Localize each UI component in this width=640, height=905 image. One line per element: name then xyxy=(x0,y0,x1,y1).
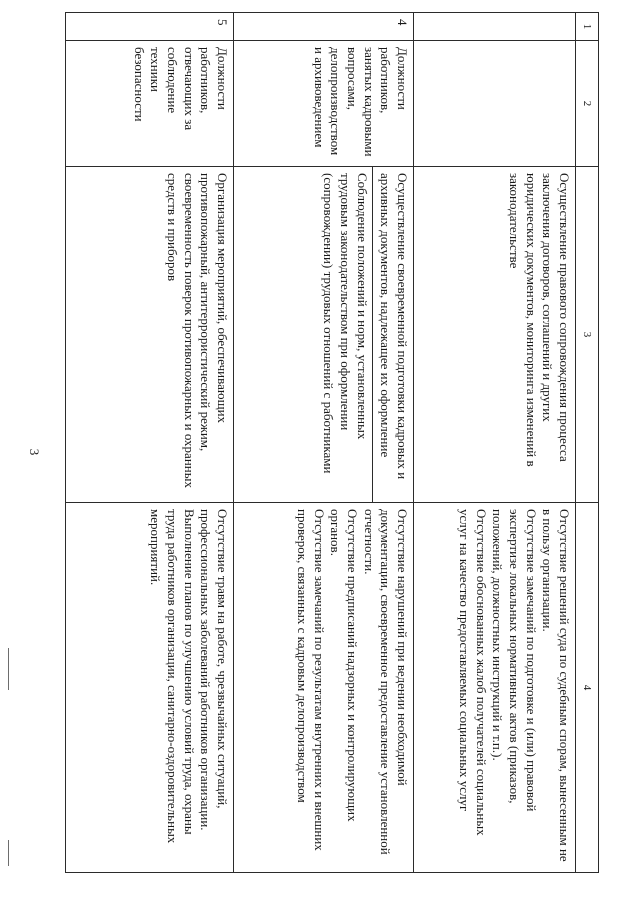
criteria-table xyxy=(65,12,599,873)
function-text: Осуществление правового сопровождения процесса заключения договоров, соглашений и других юридических документов, мониторинга изменений в законодательстве xyxy=(507,173,572,467)
criteria-cell xyxy=(65,503,233,873)
position-cell: Должности работников, занятых кадровыми вопросами, делопроизводством и архивоведением xyxy=(233,41,413,167)
criteria-text: Отсутствие нарушений при ведении необходимой документации, своевременное предоставление установленной отчетности. Отсутствие предписаний надзорных и контролирующих органов. Отсутствие замечаний по результатам внутренних и внешних проверок, связанных с кадровым делопроизводством xyxy=(295,509,410,855)
column-header-4: 4 xyxy=(575,503,598,873)
position-cell xyxy=(413,41,575,167)
position-cell: Должности работников, отвечающих за соблюдение техники безопасности xyxy=(65,41,233,167)
scan-edge-mark xyxy=(8,648,9,690)
row-number: 5 xyxy=(65,13,233,41)
row-number: 4 xyxy=(233,13,413,41)
criteria-cell xyxy=(413,503,575,873)
criteria-text: Отсутствие травм на работе, чрезвычайных ситуаций, профессиональных заболеваний работников организации. Выполнение планов по улучшению условий труда, охраны труда работников организации, санитарно-оздоровительных мероприятий. xyxy=(148,509,230,844)
functions-cell xyxy=(65,167,233,503)
functions-cell xyxy=(233,167,413,503)
column-header-2: 2 xyxy=(575,41,598,167)
row-number xyxy=(413,13,575,41)
function-text: Осуществление своевременной подготовки кадровых и архивных документов, надлежащее их оформление xyxy=(378,173,410,480)
table-row xyxy=(413,13,575,873)
criteria-cell xyxy=(233,503,413,873)
function-text: Соблюдение положений и норм, установленных трудовым законодательством при оформлении (сопровождении) трудовых отношений с работниками xyxy=(321,173,370,474)
rotated-table-frame xyxy=(67,12,599,872)
cell-divider xyxy=(372,167,373,502)
function-text: Организация мероприятий, обеспечивающих противопожарный, антитеррористический режим, своевременность поверок противопожарных и охранных средств и приборов xyxy=(165,173,230,488)
page-number: 3 xyxy=(27,448,42,456)
functions-cell xyxy=(413,167,575,503)
table-row xyxy=(65,13,233,873)
column-header-3: 3 xyxy=(575,167,598,503)
criteria-text: Отсутствие решений суда по судебным спорам, вынесенным не в пользу организации. Отсутствие замечаний по подготовке и (или) правовой экспертизе локальных нормативных актов (приказов, положений, должностных инструкций и т.п.). Отсутствие обоснованных жалоб получателей социальных услуг на качество предоставляемых социальных услуг xyxy=(457,509,572,862)
column-header-1: 1 xyxy=(575,13,598,41)
scan-edge-mark xyxy=(8,840,9,866)
table-row xyxy=(233,13,413,873)
table-header-row xyxy=(575,13,598,873)
